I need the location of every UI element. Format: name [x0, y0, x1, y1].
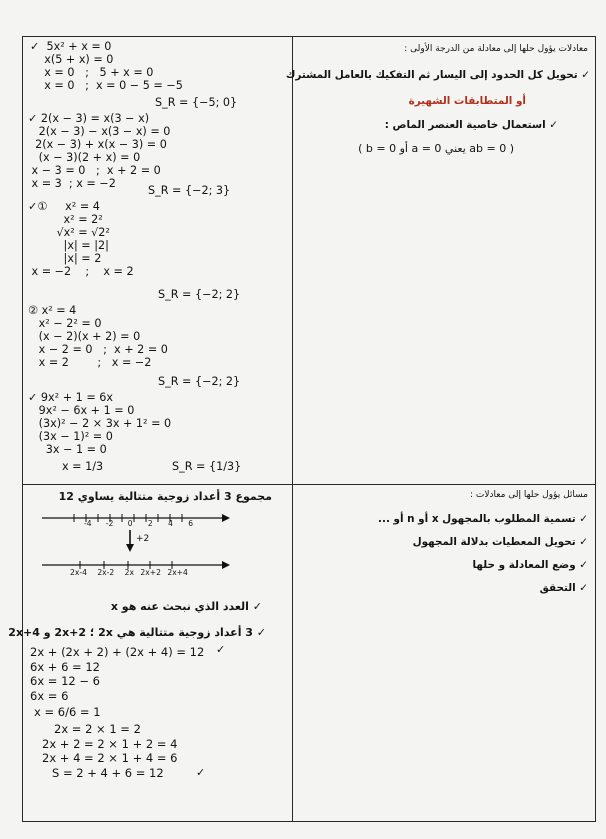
solution-set-3b: S_R = {−2; 2} [158, 375, 241, 388]
word-problems-intro: مسائل يؤول حلها إلى معادلات : [470, 490, 588, 500]
exercise-3-method-1: ✓① x² = 4 x² = 2² √x² = √2² |x| = |2| |x| = 2 x = −2 ; x = 2 [28, 200, 134, 278]
exercise-4-root: x = 1/3 [62, 460, 104, 473]
first-degree-intro: معادلات يؤول حلها إلى معادلة من الدرجة الأولى : [404, 44, 588, 54]
exercise-1: ✓ 5x² + x = 0 x(5 + x) = 0 x = 0 ; 5 + x = 0 x = 0 ; x = 0 − 5 = −5 [30, 40, 183, 92]
check-mark-icon: ✓ [216, 643, 226, 656]
exercise-2: ✓ 2(x − 3) = x(3 − x) 2(x − 3) − x(3 − x) = 0 2(x − 3) + x(x − 3) = 0 (x − 3)(2 + x) = 0 x − 3 = 0 ; x + 2 = 0 x = 3 ; x = −2 [28, 112, 171, 190]
top-tick-label: -4 [84, 519, 92, 528]
bottom-tick-label: 2x-2 [97, 568, 115, 577]
consecutive-numbers: ✓ 3 أعداد زوجية متتالية هي 2x ؛ 2x+2 و 2x+4 [8, 626, 266, 639]
absorbing-property: ( ab = 0 يعني a = 0 أو b = 0 ) [358, 142, 514, 155]
exercise-3-method-2: ② x² = 4 x² − 2² = 0 (x − 2)(x + 2) = 0 x − 2 = 0 ; x + 2 = 0 x = 2 ; x = −2 [28, 304, 168, 369]
check-mark-icon: ✓ [196, 766, 206, 779]
bottom-axis-labels [70, 568, 188, 577]
verification: 2x = 2 × 1 = 2 2x + 2 = 2 × 1 + 2 = 4 2x + 4 = 2 × 1 + 4 = 6 S = 2 + 4 + 6 = 12 [42, 722, 178, 780]
row-divider [23, 484, 595, 485]
top-tick-label: 6 [188, 519, 194, 528]
exercise-4: ✓ 9x² + 1 = 6x 9x² − 6x + 1 = 0 (3x)² − 2 × 3x + 1² = 0 (3x − 1)² = 0 3x − 1 = 0 [28, 391, 172, 456]
solution-set-2: S_R = {−2; 3} [148, 184, 231, 197]
problem-solution: 2x + (2x + 2) + (2x + 4) = 12 6x + 6 = 12 6x = 12 − 6 6x = 6 [30, 645, 205, 703]
bottom-tick-label: 2x+4 [167, 568, 188, 577]
step-absorbing: ✓ استعمال خاصية العنصر الماص : [384, 119, 558, 131]
bottom-tick-label: 2x [124, 568, 134, 577]
solution-set-4: S_R = {1/3} [172, 460, 242, 473]
column-divider [292, 37, 293, 821]
step-identities: أو المتطابقات الشهيرة [408, 95, 526, 107]
unknown-definition: ✓ العدد الذي نبحث عنه هو x [110, 600, 262, 613]
top-tick-label: -2 [105, 519, 114, 528]
solution-set-3a: S_R = {−2; 2} [158, 288, 241, 301]
x-value: x = 6/6 = 1 [34, 705, 101, 719]
top-tick-label: 4 [168, 519, 173, 528]
top-tick-label: 2 [147, 519, 153, 528]
shift-label: +2 [136, 534, 150, 544]
bottom-tick-label: 2x+2 [140, 568, 161, 577]
problem-title: مجموع 3 أعداد زوجية متتالية يساوي 12 [58, 490, 272, 503]
problem-steps: ✓ تسمية المطلوب بالمجهول x أو n أو ... ✓ تحويل المعطيات بدلالة المجهول ✓ وضع المعادلة و حلها ✓ التحقق [378, 513, 588, 594]
step-factorize: ✓ تحويل كل الحدود إلى اليسار ثم التفكيك بالعامل المشترك [285, 69, 590, 81]
bottom-tick-label: 2x-4 [70, 568, 87, 577]
top-tick-label: 0 [127, 519, 133, 528]
top-axis-labels [84, 519, 193, 528]
solution-set-1: S_R = {−5; 0} [155, 96, 238, 109]
